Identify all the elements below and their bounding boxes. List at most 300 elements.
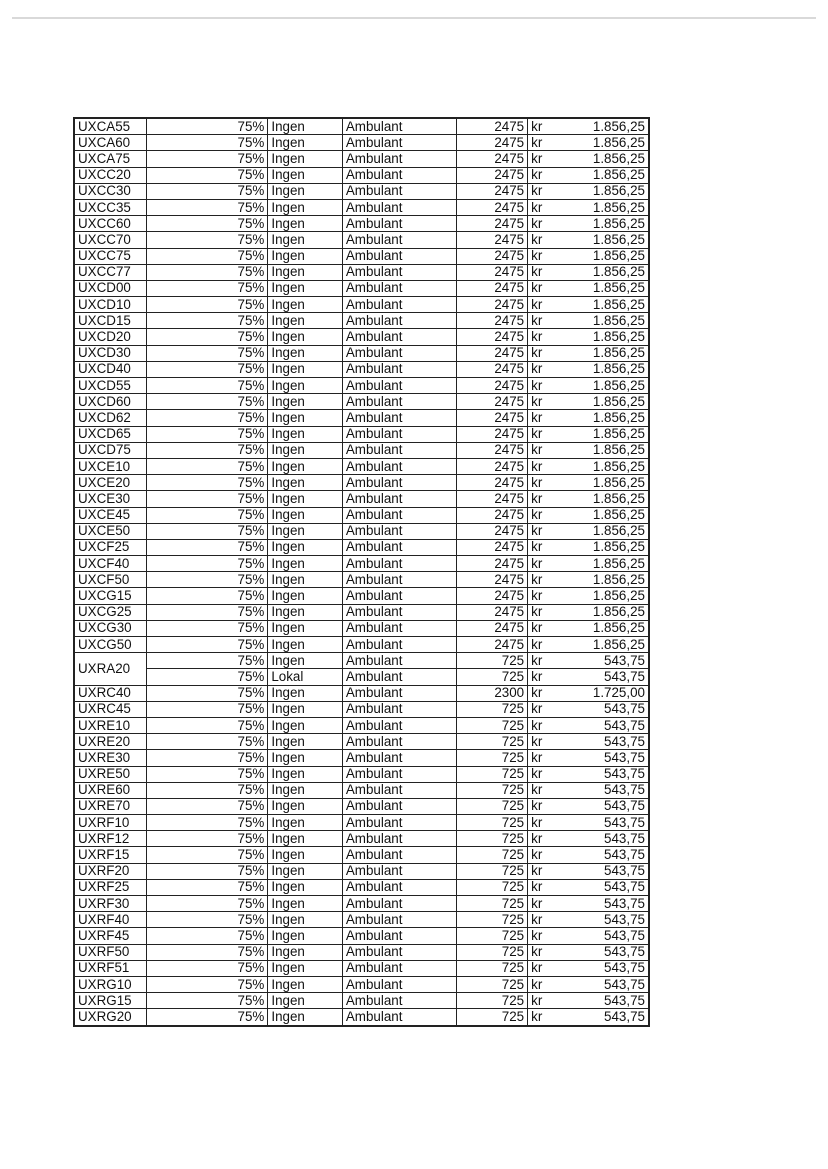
amount-cell: 543,75 — [559, 734, 649, 750]
anesthesia-cell: Ingen — [268, 167, 343, 183]
currency-cell: kr — [528, 523, 560, 539]
treatment-mode-cell: Ambulant — [342, 248, 456, 264]
amount-cell: 1.856,25 — [559, 507, 649, 523]
code-cell: UXRC45 — [74, 701, 146, 717]
anesthesia-cell: Ingen — [268, 264, 343, 280]
amount-cell: 543,75 — [559, 847, 649, 863]
price-cell: 2475 — [456, 442, 527, 458]
amount-cell: 543,75 — [559, 976, 649, 992]
currency-cell: kr — [528, 604, 560, 620]
anesthesia-cell: Ingen — [268, 701, 343, 717]
amount-cell: 543,75 — [559, 815, 649, 831]
percent-cell: 75% — [146, 685, 268, 701]
treatment-mode-cell: Ambulant — [342, 280, 456, 296]
anesthesia-cell: Ingen — [268, 475, 343, 491]
table-row — [74, 604, 649, 620]
treatment-mode-cell: Ambulant — [342, 912, 456, 928]
percent-cell: 75% — [146, 135, 268, 151]
table-row — [74, 782, 649, 798]
percent-cell: 75% — [146, 863, 268, 879]
treatment-mode-cell: Ambulant — [342, 653, 456, 669]
amount-cell: 1.856,25 — [559, 442, 649, 458]
price-cell: 2475 — [456, 458, 527, 474]
treatment-mode-cell: Ambulant — [342, 766, 456, 782]
table-row — [74, 199, 649, 215]
amount-cell: 1.856,25 — [559, 637, 649, 653]
percent-cell: 75% — [146, 329, 268, 345]
price-cell: 2475 — [456, 620, 527, 636]
treatment-mode-cell: Ambulant — [342, 976, 456, 992]
currency-cell: kr — [528, 669, 560, 685]
amount-cell: 1.856,25 — [559, 361, 649, 377]
anesthesia-cell: Ingen — [268, 879, 343, 895]
price-cell: 2475 — [456, 118, 527, 135]
code-cell: UXCE10 — [74, 458, 146, 474]
anesthesia-cell: Ingen — [268, 313, 343, 329]
table-row — [74, 653, 649, 669]
code-cell: UXCC60 — [74, 216, 146, 232]
anesthesia-cell: Ingen — [268, 717, 343, 733]
currency-cell: kr — [528, 572, 560, 588]
table-row — [74, 896, 649, 912]
code-cell: UXCE45 — [74, 507, 146, 523]
price-cell: 2475 — [456, 232, 527, 248]
table-row — [74, 766, 649, 782]
amount-cell: 1.856,25 — [559, 620, 649, 636]
anesthesia-cell: Ingen — [268, 588, 343, 604]
price-cell: 2475 — [456, 491, 527, 507]
price-cell: 2475 — [456, 313, 527, 329]
percent-cell: 75% — [146, 734, 268, 750]
percent-cell: 75% — [146, 345, 268, 361]
code-cell: UXRF25 — [74, 879, 146, 895]
table-row — [74, 378, 649, 394]
treatment-mode-cell: Ambulant — [342, 507, 456, 523]
code-cell: UXRE20 — [74, 734, 146, 750]
percent-cell: 75% — [146, 475, 268, 491]
currency-cell: kr — [528, 264, 560, 280]
treatment-mode-cell: Ambulant — [342, 928, 456, 944]
currency-cell: kr — [528, 815, 560, 831]
price-cell: 2475 — [456, 394, 527, 410]
table-row — [74, 669, 649, 685]
percent-cell: 75% — [146, 426, 268, 442]
amount-cell: 1.856,25 — [559, 280, 649, 296]
price-cell: 2475 — [456, 572, 527, 588]
price-cell: 725 — [456, 976, 527, 992]
amount-cell: 1.856,25 — [559, 410, 649, 426]
percent-cell: 75% — [146, 766, 268, 782]
code-cell: UXRF10 — [74, 815, 146, 831]
currency-cell: kr — [528, 394, 560, 410]
percent-cell: 75% — [146, 831, 268, 847]
anesthesia-cell: Ingen — [268, 232, 343, 248]
code-cell: UXRG15 — [74, 993, 146, 1009]
amount-cell: 543,75 — [559, 944, 649, 960]
percent-cell: 75% — [146, 944, 268, 960]
treatment-mode-cell: Ambulant — [342, 264, 456, 280]
percent-cell: 75% — [146, 669, 268, 685]
code-cell: UXCD30 — [74, 345, 146, 361]
anesthesia-cell: Ingen — [268, 782, 343, 798]
code-cell: UXRF12 — [74, 831, 146, 847]
anesthesia-cell: Ingen — [268, 280, 343, 296]
code-cell: UXRF30 — [74, 896, 146, 912]
table-row — [74, 507, 649, 523]
amount-cell: 1.856,25 — [559, 426, 649, 442]
percent-cell: 75% — [146, 183, 268, 199]
treatment-mode-cell: Ambulant — [342, 620, 456, 636]
amount-cell: 1.856,25 — [559, 118, 649, 135]
treatment-mode-cell: Ambulant — [342, 458, 456, 474]
treatment-mode-cell: Ambulant — [342, 685, 456, 701]
anesthesia-cell: Ingen — [268, 556, 343, 572]
amount-cell: 1.856,25 — [559, 394, 649, 410]
code-cell: UXCA55 — [74, 118, 146, 135]
amount-cell: 1.856,25 — [559, 475, 649, 491]
currency-cell: kr — [528, 782, 560, 798]
amount-cell: 1.856,25 — [559, 572, 649, 588]
percent-cell: 75% — [146, 879, 268, 895]
anesthesia-cell: Ingen — [268, 378, 343, 394]
anesthesia-cell: Ingen — [268, 928, 343, 944]
price-cell: 725 — [456, 782, 527, 798]
percent-cell: 75% — [146, 1009, 268, 1026]
code-cell: UXCD65 — [74, 426, 146, 442]
anesthesia-cell: Ingen — [268, 976, 343, 992]
table-row — [74, 831, 649, 847]
treatment-mode-cell: Ambulant — [342, 539, 456, 555]
table-row — [74, 361, 649, 377]
table-row — [74, 167, 649, 183]
currency-cell: kr — [528, 248, 560, 264]
amount-cell: 1.856,25 — [559, 378, 649, 394]
treatment-mode-cell: Ambulant — [342, 361, 456, 377]
table-row — [74, 976, 649, 992]
code-cell: UXCA75 — [74, 151, 146, 167]
amount-cell: 1.856,25 — [559, 313, 649, 329]
percent-cell: 75% — [146, 199, 268, 215]
percent-cell: 75% — [146, 394, 268, 410]
percent-cell: 75% — [146, 491, 268, 507]
anesthesia-cell: Lokal — [268, 669, 343, 685]
price-cell: 725 — [456, 847, 527, 863]
treatment-mode-cell: Ambulant — [342, 637, 456, 653]
currency-cell: kr — [528, 216, 560, 232]
percent-cell: 75% — [146, 410, 268, 426]
price-cell: 725 — [456, 896, 527, 912]
percent-cell: 75% — [146, 701, 268, 717]
percent-cell: 75% — [146, 118, 268, 135]
percent-cell: 75% — [146, 912, 268, 928]
anesthesia-cell: Ingen — [268, 831, 343, 847]
percent-cell: 75% — [146, 750, 268, 766]
anesthesia-cell: Ingen — [268, 685, 343, 701]
code-cell: UXRG10 — [74, 976, 146, 992]
currency-cell: kr — [528, 118, 560, 135]
amount-cell: 1.856,25 — [559, 151, 649, 167]
treatment-mode-cell: Ambulant — [342, 378, 456, 394]
currency-cell: kr — [528, 491, 560, 507]
price-cell: 2475 — [456, 264, 527, 280]
table-row — [74, 539, 649, 555]
currency-cell: kr — [528, 798, 560, 814]
code-cell: UXCE20 — [74, 475, 146, 491]
treatment-mode-cell: Ambulant — [342, 896, 456, 912]
table-row — [74, 491, 649, 507]
currency-cell: kr — [528, 313, 560, 329]
code-cell: UXCD10 — [74, 297, 146, 313]
table-row — [74, 637, 649, 653]
currency-cell: kr — [528, 847, 560, 863]
treatment-mode-cell: Ambulant — [342, 1009, 456, 1026]
code-cell: UXCF25 — [74, 539, 146, 555]
code-cell: UXCC35 — [74, 199, 146, 215]
price-cell: 725 — [456, 1009, 527, 1026]
table-row — [74, 912, 649, 928]
table-row — [74, 183, 649, 199]
amount-cell: 1.856,25 — [559, 199, 649, 215]
currency-cell: kr — [528, 280, 560, 296]
anesthesia-cell: Ingen — [268, 993, 343, 1009]
table-row — [74, 264, 649, 280]
table-row — [74, 232, 649, 248]
price-cell: 725 — [456, 701, 527, 717]
currency-cell: kr — [528, 1009, 560, 1026]
percent-cell: 75% — [146, 976, 268, 992]
price-cell: 2475 — [456, 329, 527, 345]
price-cell: 725 — [456, 912, 527, 928]
price-cell: 725 — [456, 798, 527, 814]
amount-cell: 1.856,25 — [559, 135, 649, 151]
amount-cell: 543,75 — [559, 960, 649, 976]
table-row — [74, 815, 649, 831]
amount-cell: 543,75 — [559, 669, 649, 685]
currency-cell: kr — [528, 717, 560, 733]
treatment-mode-cell: Ambulant — [342, 313, 456, 329]
code-cell: UXRE50 — [74, 766, 146, 782]
percent-cell: 75% — [146, 378, 268, 394]
table-row — [74, 394, 649, 410]
table-row — [74, 523, 649, 539]
percent-cell: 75% — [146, 798, 268, 814]
treatment-mode-cell: Ambulant — [342, 782, 456, 798]
anesthesia-cell: Ingen — [268, 604, 343, 620]
amount-cell: 543,75 — [559, 896, 649, 912]
percent-cell: 75% — [146, 248, 268, 264]
code-cell: UXCC75 — [74, 248, 146, 264]
amount-cell: 543,75 — [559, 831, 649, 847]
price-cell: 725 — [456, 944, 527, 960]
price-cell: 725 — [456, 960, 527, 976]
price-cell: 2475 — [456, 216, 527, 232]
anesthesia-cell: Ingen — [268, 458, 343, 474]
treatment-mode-cell: Ambulant — [342, 604, 456, 620]
code-cell: UXCD40 — [74, 361, 146, 377]
percent-cell: 75% — [146, 232, 268, 248]
treatment-mode-cell: Ambulant — [342, 183, 456, 199]
code-cell: UXCF50 — [74, 572, 146, 588]
anesthesia-cell: Ingen — [268, 183, 343, 199]
anesthesia-cell: Ingen — [268, 216, 343, 232]
percent-cell: 75% — [146, 313, 268, 329]
percent-cell: 75% — [146, 620, 268, 636]
treatment-mode-cell: Ambulant — [342, 993, 456, 1009]
currency-cell: kr — [528, 410, 560, 426]
table-row — [74, 135, 649, 151]
code-cell: UXCD15 — [74, 313, 146, 329]
price-cell: 2475 — [456, 507, 527, 523]
currency-cell: kr — [528, 944, 560, 960]
anesthesia-cell: Ingen — [268, 1009, 343, 1026]
currency-cell: kr — [528, 232, 560, 248]
price-cell: 2475 — [456, 345, 527, 361]
anesthesia-cell: Ingen — [268, 297, 343, 313]
treatment-mode-cell: Ambulant — [342, 475, 456, 491]
code-cell: UXRE60 — [74, 782, 146, 798]
currency-cell: kr — [528, 151, 560, 167]
currency-cell: kr — [528, 734, 560, 750]
price-cell: 2475 — [456, 199, 527, 215]
treatment-mode-cell: Ambulant — [342, 669, 456, 685]
price-cell: 2475 — [456, 426, 527, 442]
treatment-mode-cell: Ambulant — [342, 491, 456, 507]
percent-cell: 75% — [146, 717, 268, 733]
anesthesia-cell: Ingen — [268, 151, 343, 167]
code-cell: UXCD20 — [74, 329, 146, 345]
percent-cell: 75% — [146, 815, 268, 831]
amount-cell: 1.856,25 — [559, 329, 649, 345]
treatment-mode-cell: Ambulant — [342, 232, 456, 248]
currency-cell: kr — [528, 507, 560, 523]
price-cell: 2475 — [456, 135, 527, 151]
anesthesia-cell: Ingen — [268, 394, 343, 410]
table-row — [74, 701, 649, 717]
treatment-mode-cell: Ambulant — [342, 329, 456, 345]
code-cell: UXRA20 — [74, 653, 146, 685]
amount-cell: 543,75 — [559, 863, 649, 879]
code-cell: UXCF40 — [74, 556, 146, 572]
percent-cell: 75% — [146, 572, 268, 588]
price-cell: 2475 — [456, 539, 527, 555]
table-row — [74, 475, 649, 491]
table-row — [74, 734, 649, 750]
anesthesia-cell: Ingen — [268, 637, 343, 653]
percent-cell: 75% — [146, 216, 268, 232]
percent-cell: 75% — [146, 993, 268, 1009]
price-cell: 2475 — [456, 167, 527, 183]
currency-cell: kr — [528, 750, 560, 766]
treatment-mode-cell: Ambulant — [342, 118, 456, 135]
code-cell: UXRE70 — [74, 798, 146, 814]
anesthesia-cell: Ingen — [268, 410, 343, 426]
treatment-mode-cell: Ambulant — [342, 944, 456, 960]
amount-cell: 543,75 — [559, 879, 649, 895]
code-cell: UXRE10 — [74, 717, 146, 733]
amount-cell: 543,75 — [559, 1009, 649, 1026]
treatment-mode-cell: Ambulant — [342, 734, 456, 750]
percent-cell: 75% — [146, 280, 268, 296]
price-cell: 725 — [456, 815, 527, 831]
currency-cell: kr — [528, 345, 560, 361]
percent-cell: 75% — [146, 151, 268, 167]
currency-cell: kr — [528, 701, 560, 717]
treatment-mode-cell: Ambulant — [342, 798, 456, 814]
table-row — [74, 410, 649, 426]
amount-cell: 543,75 — [559, 717, 649, 733]
code-cell: UXRF50 — [74, 944, 146, 960]
currency-cell: kr — [528, 183, 560, 199]
anesthesia-cell: Ingen — [268, 766, 343, 782]
code-cell: UXRF40 — [74, 912, 146, 928]
anesthesia-cell: Ingen — [268, 523, 343, 539]
price-cell: 2300 — [456, 685, 527, 701]
anesthesia-cell: Ingen — [268, 620, 343, 636]
treatment-mode-cell: Ambulant — [342, 135, 456, 151]
table-row — [74, 216, 649, 232]
amount-cell: 1.856,25 — [559, 539, 649, 555]
table-row — [74, 588, 649, 604]
code-cell: UXCC70 — [74, 232, 146, 248]
currency-cell: kr — [528, 879, 560, 895]
code-cell: UXCD55 — [74, 378, 146, 394]
treatment-mode-cell: Ambulant — [342, 572, 456, 588]
currency-cell: kr — [528, 653, 560, 669]
percent-cell: 75% — [146, 653, 268, 669]
amount-cell: 1.856,25 — [559, 523, 649, 539]
currency-cell: kr — [528, 167, 560, 183]
amount-cell: 543,75 — [559, 912, 649, 928]
amount-cell: 1.856,25 — [559, 183, 649, 199]
code-cell: UXRG20 — [74, 1009, 146, 1026]
table-row — [74, 750, 649, 766]
code-cell: UXRF51 — [74, 960, 146, 976]
table-row — [74, 458, 649, 474]
currency-cell: kr — [528, 993, 560, 1009]
currency-cell: kr — [528, 685, 560, 701]
code-cell: UXCD62 — [74, 410, 146, 426]
table-row — [74, 928, 649, 944]
price-cell: 2475 — [456, 297, 527, 313]
anesthesia-cell: Ingen — [268, 912, 343, 928]
table-row — [74, 297, 649, 313]
percent-cell: 75% — [146, 507, 268, 523]
anesthesia-cell: Ingen — [268, 442, 343, 458]
percent-cell: 75% — [146, 782, 268, 798]
code-cell: UXCC77 — [74, 264, 146, 280]
currency-cell: kr — [528, 620, 560, 636]
anesthesia-cell: Ingen — [268, 345, 343, 361]
amount-cell: 543,75 — [559, 993, 649, 1009]
price-cell: 725 — [456, 734, 527, 750]
table-row — [74, 556, 649, 572]
treatment-mode-cell: Ambulant — [342, 167, 456, 183]
price-cell: 2475 — [456, 378, 527, 394]
price-cell: 725 — [456, 766, 527, 782]
price-cell: 2475 — [456, 361, 527, 377]
code-cell: UXRF45 — [74, 928, 146, 944]
percent-cell: 75% — [146, 847, 268, 863]
currency-cell: kr — [528, 960, 560, 976]
treatment-mode-cell: Ambulant — [342, 426, 456, 442]
percent-cell: 75% — [146, 928, 268, 944]
code-cell: UXRF20 — [74, 863, 146, 879]
currency-cell: kr — [528, 556, 560, 572]
treatment-mode-cell: Ambulant — [342, 863, 456, 879]
amount-cell: 1.856,25 — [559, 167, 649, 183]
price-cell: 2475 — [456, 410, 527, 426]
currency-cell: kr — [528, 831, 560, 847]
